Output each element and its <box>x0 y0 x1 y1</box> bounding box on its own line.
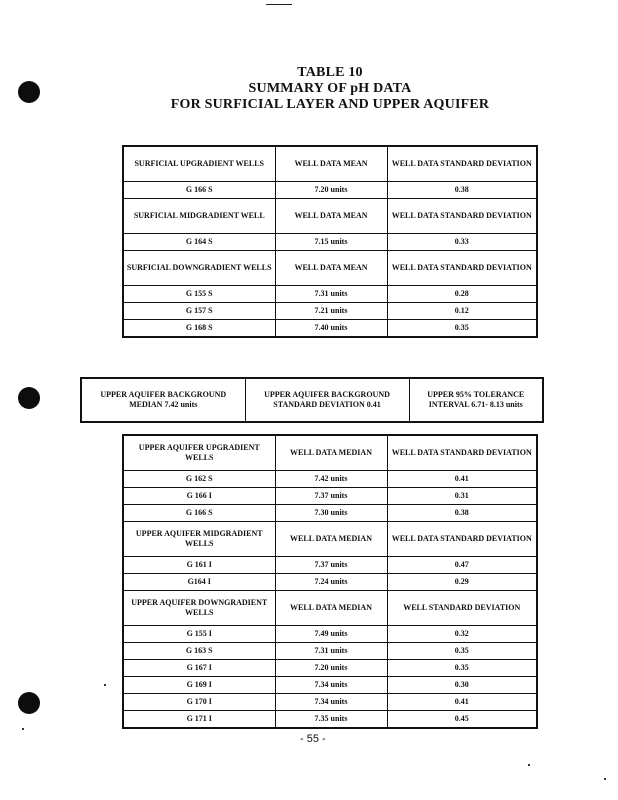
well-id: G 166 S <box>123 505 275 522</box>
title-line-1: TABLE 10 <box>297 65 363 80</box>
well-std-dev: 0.30 <box>387 677 537 694</box>
well-mean: 7.15 units <box>275 234 387 251</box>
background-std-dev: UPPER AQUIFER BACKGROUND STANDARD DEVIATION 0.41 <box>245 378 409 422</box>
header-cell: WELL DATA MEDIAN <box>275 522 387 557</box>
header-cell: WELL DATA STANDARD DEVIATION <box>387 435 537 471</box>
well-std-dev: 0.35 <box>387 660 537 677</box>
well-id: G 168 S <box>123 320 275 338</box>
well-id: G 170 I <box>123 694 275 711</box>
well-median: 7.35 units <box>275 711 387 729</box>
well-id: G 171 I <box>123 711 275 729</box>
table-row <box>123 303 537 320</box>
table-row <box>123 660 537 677</box>
well-std-dev: 0.29 <box>387 574 537 591</box>
surficial-midgradient-header <box>123 199 537 234</box>
table-row <box>123 677 537 694</box>
table-row <box>123 574 537 591</box>
well-std-dev: 0.38 <box>387 182 537 199</box>
table-title <box>130 65 530 113</box>
scan-speck <box>22 728 24 730</box>
well-median: 7.37 units <box>275 557 387 574</box>
table-row <box>123 643 537 660</box>
well-id: G 169 I <box>123 677 275 694</box>
well-median: 7.34 units <box>275 694 387 711</box>
title-line-3: FOR SURFICIAL LAYER AND UPPER AQUIFER <box>170 97 490 112</box>
table-row <box>123 488 537 505</box>
surficial-table <box>122 145 538 338</box>
table-row <box>123 557 537 574</box>
header-cell: WELL DATA MEAN <box>275 251 387 286</box>
well-median: 7.30 units <box>275 505 387 522</box>
table-row <box>123 694 537 711</box>
well-median: 7.24 units <box>275 574 387 591</box>
well-median: 7.49 units <box>275 626 387 643</box>
scan-speck <box>604 778 606 780</box>
well-mean: 7.31 units <box>275 286 387 303</box>
well-mean: 7.20 units <box>275 182 387 199</box>
header-cell: WELL STANDARD DEVIATION <box>387 591 537 626</box>
header-cell: WELL DATA STANDARD DEVIATION <box>387 146 537 182</box>
punch-hole-bottom <box>18 692 40 714</box>
well-median: 7.31 units <box>275 643 387 660</box>
punch-hole-top <box>18 81 40 103</box>
well-std-dev: 0.45 <box>387 711 537 729</box>
header-cell: SURFICIAL UPGRADIENT WELLS <box>123 146 275 182</box>
scan-mark <box>266 4 292 5</box>
well-std-dev: 0.33 <box>387 234 537 251</box>
punch-hole-middle <box>18 387 40 409</box>
well-id: G 167 I <box>123 660 275 677</box>
upper-downgradient-header <box>123 591 537 626</box>
well-median: 7.20 units <box>275 660 387 677</box>
table-row <box>123 286 537 303</box>
header-cell: SURFICIAL MIDGRADIENT WELL <box>123 199 275 234</box>
header-cell: WELL DATA MEAN <box>275 146 387 182</box>
well-id: G 163 S <box>123 643 275 660</box>
table-row <box>123 711 537 729</box>
header-cell: UPPER AQUIFER UPGRADIENT WELLS <box>123 435 275 471</box>
well-std-dev: 0.32 <box>387 626 537 643</box>
well-std-dev: 0.47 <box>387 557 537 574</box>
page-number: - 55 - <box>300 733 326 745</box>
well-id: G 166 I <box>123 488 275 505</box>
well-id: G 157 S <box>123 303 275 320</box>
well-mean: 7.40 units <box>275 320 387 338</box>
table-row <box>123 471 537 488</box>
header-cell: SURFICIAL DOWNGRADIENT WELLS <box>123 251 275 286</box>
well-mean: 7.21 units <box>275 303 387 320</box>
title-line-2: SUMMARY OF pH DATA <box>248 81 412 96</box>
scan-speck <box>528 764 530 766</box>
well-std-dev: 0.41 <box>387 471 537 488</box>
upper-aquifer-table <box>122 434 538 729</box>
well-median: 7.42 units <box>275 471 387 488</box>
well-id: G 164 S <box>123 234 275 251</box>
background-table <box>80 377 544 423</box>
well-median: 7.37 units <box>275 488 387 505</box>
well-std-dev: 0.28 <box>387 286 537 303</box>
well-std-dev: 0.35 <box>387 643 537 660</box>
header-cell: WELL DATA STANDARD DEVIATION <box>387 522 537 557</box>
well-id: G 155 I <box>123 626 275 643</box>
well-id: G 161 I <box>123 557 275 574</box>
tolerance-interval: UPPER 95% TOLERANCE INTERVAL 6.71- 8.13 units <box>409 378 543 422</box>
well-std-dev: 0.31 <box>387 488 537 505</box>
surficial-downgradient-header <box>123 251 537 286</box>
header-cell: WELL DATA MEDIAN <box>275 591 387 626</box>
table-row <box>123 320 537 338</box>
well-std-dev: 0.35 <box>387 320 537 338</box>
header-cell: UPPER AQUIFER MIDGRADIENT WELLS <box>123 522 275 557</box>
header-cell: WELL DATA STANDARD DEVIATION <box>387 251 537 286</box>
well-id: G 166 S <box>123 182 275 199</box>
scan-speck <box>104 684 106 686</box>
background-median: UPPER AQUIFER BACKGROUND MEDIAN 7.42 units <box>81 378 245 422</box>
background-row <box>81 378 543 422</box>
well-std-dev: 0.41 <box>387 694 537 711</box>
header-cell: UPPER AQUIFER DOWNGRADIENT WELLS <box>123 591 275 626</box>
upper-midgradient-header <box>123 522 537 557</box>
well-std-dev: 0.12 <box>387 303 537 320</box>
well-id: G164 I <box>123 574 275 591</box>
table-row <box>123 234 537 251</box>
well-std-dev: 0.38 <box>387 505 537 522</box>
upper-upgradient-header <box>123 435 537 471</box>
header-cell: WELL DATA MEAN <box>275 199 387 234</box>
surficial-upgradient-header <box>123 146 537 182</box>
well-id: G 162 S <box>123 471 275 488</box>
table-row <box>123 626 537 643</box>
well-id: G 155 S <box>123 286 275 303</box>
header-cell: WELL DATA STANDARD DEVIATION <box>387 199 537 234</box>
table-row <box>123 182 537 199</box>
table-row <box>123 505 537 522</box>
well-median: 7.34 units <box>275 677 387 694</box>
header-cell: WELL DATA MEDIAN <box>275 435 387 471</box>
